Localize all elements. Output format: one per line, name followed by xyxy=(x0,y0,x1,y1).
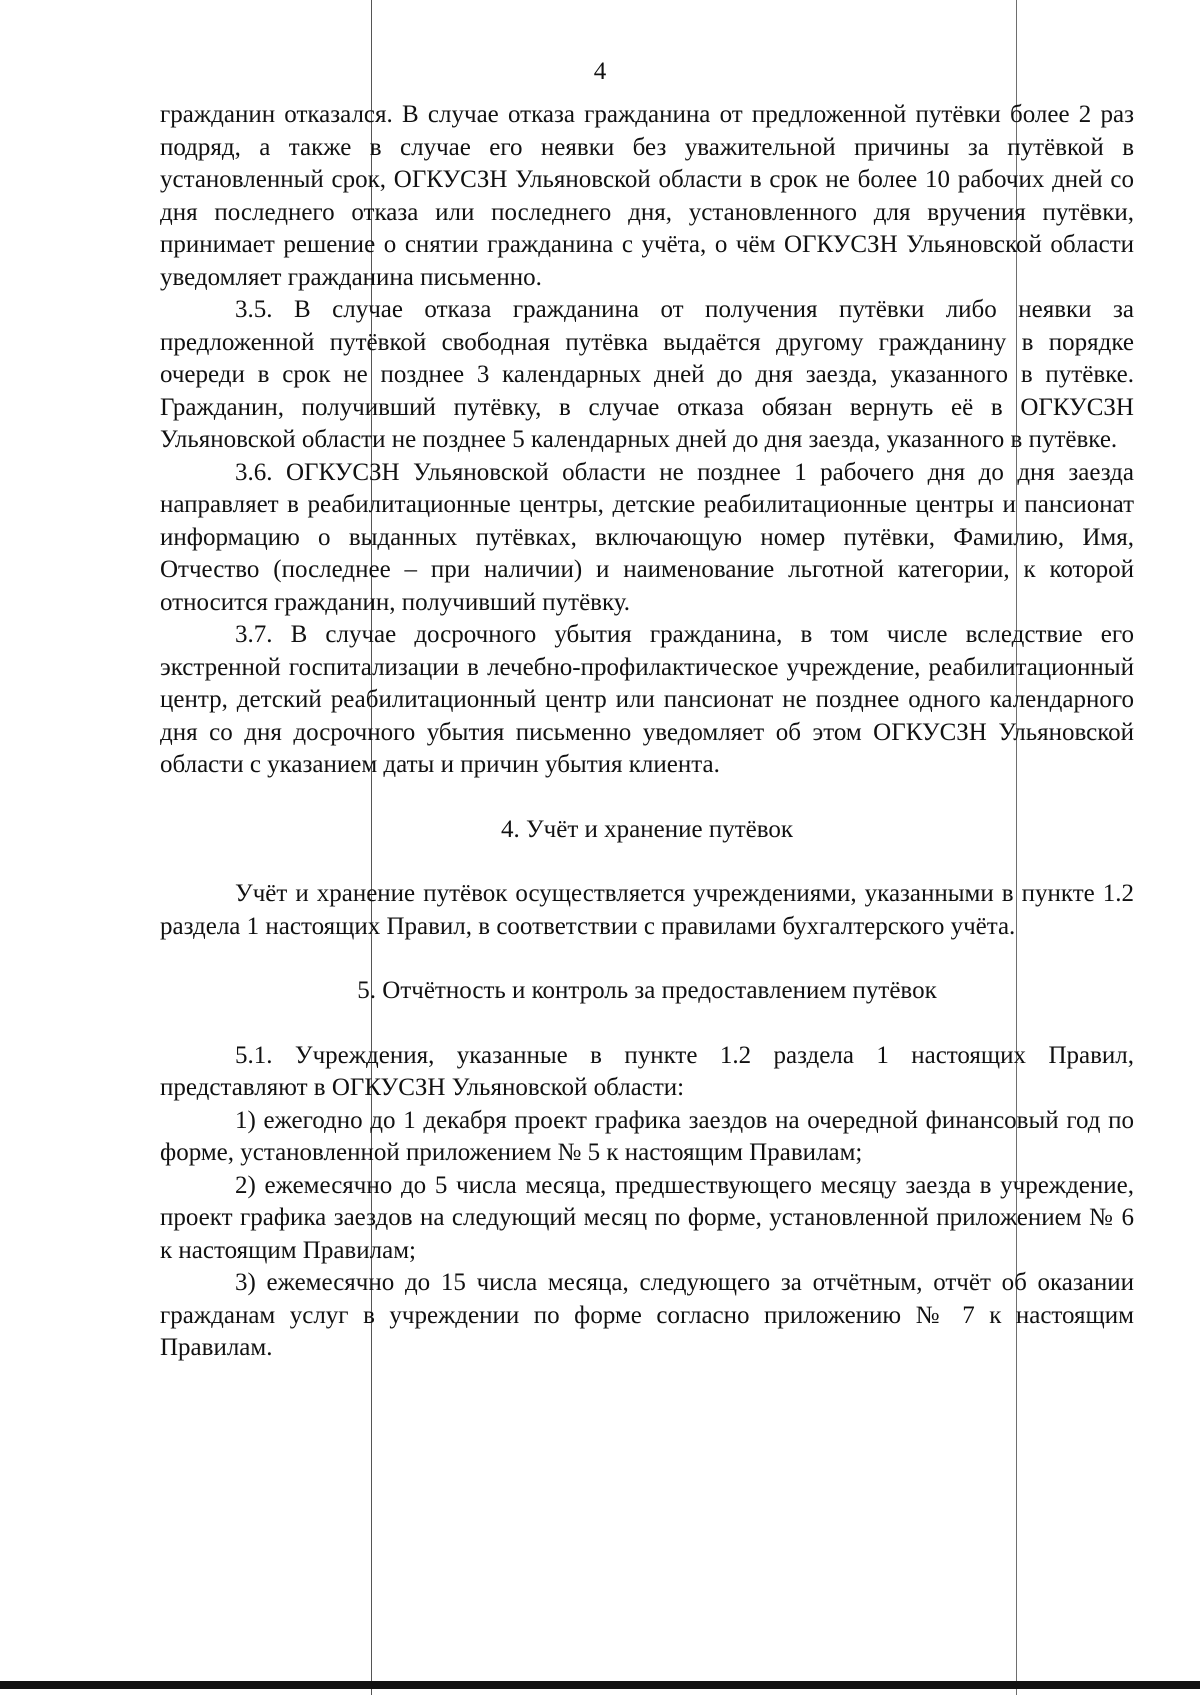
paragraph-3-6: 3.6. ОГКУСЗН Ульяновской области не позднее 1 рабочего дня до дня заезда направляет в реабилитационные центры, детские реабилитационные центры и пансионат информацию о выданных путёвках, включающую номер путёвки, Фамилию, Имя, Отчество (последнее – при наличии) и наименование льготной категории, к которой относится гражданин, получивший путёвку. xyxy=(160,458,1134,616)
paragraph-5-1: 5.1. Учреждения, указанные в пункте 1.2 раздела 1 настоящих Правил, представляют в ОГКУСЗН Ульяновской области: xyxy=(160,1041,1134,1101)
list-item-2: 2) ежемесячно до 5 числа месяца, предшествующего месяцу заезда в учреждение, проект графика заездов на следующий месяц по форме, установленной приложением № 6 к настоящим Правилам; xyxy=(160,1171,1134,1264)
list-item-3: 3) ежемесячно до 15 числа месяца, следующего за отчётным, отчёт об оказании гражданам услуг в учреждении по форме согласно приложению № 7 к настоящим Правилам. xyxy=(160,1269,1134,1361)
page-number: 4 xyxy=(593,58,607,85)
paragraph-4: Учёт и хранение путёвок осуществляется учреждениями, указанными в пункте 1.2 раздела 1 настоящих Правил, в соответствии с правилами бухгалтерского учёта. xyxy=(160,880,1134,940)
scan-border xyxy=(0,1681,1200,1689)
document-body xyxy=(160,99,1134,1365)
paragraph-3-5: 3.5. В случае отказа гражданина от получения путёвки либо неявки за предложенной путёвкой свободная путёвка выдаётся другому гражданину в порядке очереди в срок не позднее 3 календарных дней до дня заезда, указанного в путёвке. Гражданин, получивший путёвку, в случае отказа обязан вернуть её в ОГКУСЗН Ульяновской области не позднее 5 календарных дней до дня заезда, указанного в путёвке. xyxy=(160,296,1134,453)
section-4-heading: 4. Учёт и хранение путёвок xyxy=(500,815,794,843)
paragraph-3-7: 3.7. В случае досрочного убытия гражданина, в том числе вследствие его экстренной госпитализации в лечебно-профилактическое учреждение, реабилитационный центр, детский реабилитационный центр или пансионат не позднее одного календарного дня со дня досрочного убытия письменно уведомляет об этом ОГКУСЗН Ульяновской области с указанием даты и причин убытия клиента. xyxy=(160,621,1134,778)
paragraph-continuation: гражданин отказался. В случае отказа гражданина от предложенной путёвки более 2 раз подряд, а также в случае его неявки без уважительной причины за путёвкой в установленный срок, ОГКУСЗН Ульяновской области в срок не более 10 рабочих дней со дня последнего отказа или последнего дня, установленного для вручения путёвки, принимает решение о снятии гражданина с учёта, о чём ОГКУСЗН Ульяновской области уведомляет гражданина письменно. xyxy=(160,101,1134,291)
list-item-1: 1) ежегодно до 1 декабря проект графика заездов на очередной финансовый год по форме, установленной приложением № 5 к настоящим Правилам; xyxy=(160,1106,1134,1166)
section-5-heading: 5. Отчётность и контроль за предоставлением путёвок xyxy=(357,977,937,1004)
